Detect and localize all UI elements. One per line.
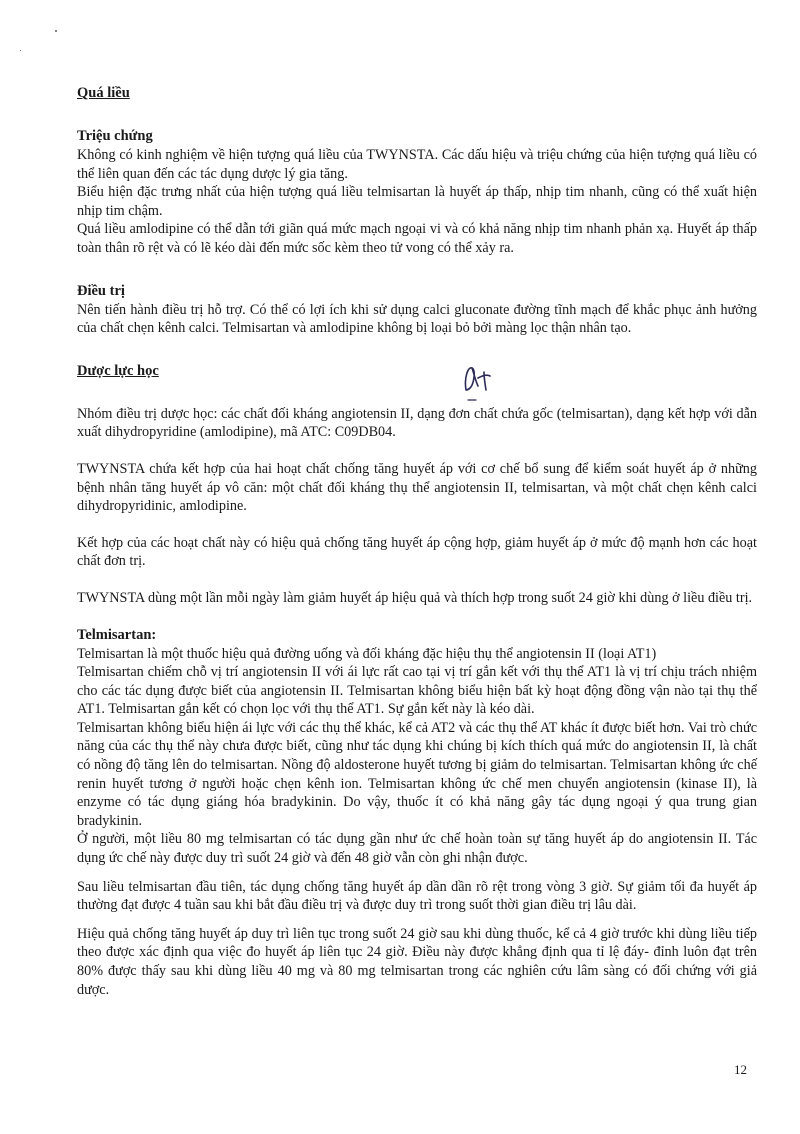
paragraph: Biểu hiện đặc trưng nhất của hiện tượng quá liều telmisartan là huyết áp thấp, nhịp tim nhanh, cũng có thể xuất hiện nhịp tim chậm. <box>77 184 757 219</box>
page-number: 12 <box>734 1062 747 1077</box>
paragraph: Không có kinh nghiệm về hiện tượng quá liều của TWYNSTA. Các dấu hiệu và triệu chứng của hiện tượng quá liều có thể liên quan đến các tác dụng dược lý gia tăng. <box>77 147 757 182</box>
scan-speck <box>20 50 21 51</box>
paragraph: Hiệu quả chống tăng huyết áp duy trì liên tục trong suốt 24 giờ sau khi dùng thuốc, kể cả 4 giờ trước khi dùng liều tiếp theo được xác định qua việc đo huyết áp liên tục 24 giờ. Điều này được khẳng định qua tỉ lệ đáy- đỉnh luôn đạt trên 80% được thấy sau khi dùng liều 40 mg và 80 mg telmisartan trong các nghiên cứu lâm sàng có đối chứng với giả dược. <box>77 925 757 998</box>
paragraph: Telmisartan không biểu hiện ái lực với các thụ thể khác, kể cả AT2 và các thụ thể AT khác ít được biết hơn. Vai trò chức năng của các thụ thể này chưa được biết, cũng như tác dụng khi chúng bị kích thích quá mức do angiotensin II, là chất có nồng độ tăng lên do telmisartan. Nồng độ aldosterone huyết tương bị giảm do telmisartan. Telmisartan không ức chế renin huyết tương ở người hoặc chẹn kênh ion. Telmisartan không ức chế men chuyển angiotensin (kinase II), là enzyme có tác dụng giáng hóa bradykinin. Do vậy, thuốc ít có khả năng gây tác dụng ngoại ý qua trung gian bradykinin. <box>77 719 757 829</box>
handwritten-initials-mark <box>460 360 508 404</box>
paragraph: Telmisartan chiếm chỗ vị trí angiotensin II với ái lực rất cao tại vị trí gắn kết với thụ thể AT1 là vị trí chịu trách nhiệm cho các tác dụng được biết của angiotensin II. Telmisartan không biểu hiện bất kỳ hoạt động đồng vận nào tại thụ thể AT1. Telmisartan gắn kết có chọn lọc với thụ thể AT1. Sự gắn kết này là kéo dài. <box>77 664 757 718</box>
subheading-treatment: Điều trị <box>77 282 125 299</box>
section-heading-pharmacodynamics: Dược lực học <box>77 362 159 379</box>
paragraph: TWYNSTA dùng một lần mỗi ngày làm giảm huyết áp hiệu quả và thích hợp trong suốt 24 giờ khi dùng ở liều điều trị. <box>77 589 753 606</box>
paragraph: TWYNSTA chứa kết hợp của hai hoạt chất chống tăng huyết áp với cơ chế bổ sung để kiểm soát huyết áp ở những bệnh nhân tăng huyết áp vô căn: một chất đối kháng thụ thể angiotensin II, telmisartan, và một chất chẹn kênh calci dihydropyridinic, amlodipine. <box>77 460 757 515</box>
paragraph: Ở người, một liều 80 mg telmisartan có tác dụng gần như ức chế hoàn toàn sự tăng huyết áp do angiotensin II. Tác dụng ức chế này được duy trì suốt 24 giờ và đến 48 giờ vẫn còn ghi nhận được. <box>77 831 757 867</box>
scan-speck <box>55 30 57 32</box>
paragraph: Nhóm điều trị dược học: các chất đối kháng angiotensin II, dạng đơn chất chứa gốc (telmisartan), dạng kết hợp với dẫn xuất dihydropyridine (amlodipine), mã ATC: C09DB04. <box>77 405 757 441</box>
paragraph: Kết hợp của các hoạt chất này có hiệu quả chống tăng huyết áp cộng hợp, giảm huyết áp ở mức độ mạnh hơn các hoạt chất đơn trị. <box>77 534 757 570</box>
section-heading-overdose: Quá liều <box>77 85 130 101</box>
paragraph: Quá liều amlodipine có thể dẫn tới giãn quá mức mạch ngoại vi và có khả năng nhịp tim nhanh phản xạ. Huyết áp thấp toàn thân rõ rệt và có lẽ kéo dài đến mức sốc kèm theo tử vong có thể xảy ra. <box>77 221 757 256</box>
paragraph: Nên tiến hành điều trị hỗ trợ. Có thể có lợi ích khi sử dụng calci gluconate đường tĩnh mạch để khắc phục ảnh hưởng của chất chẹn kênh calci. Telmisartan và amlodipine không bị loại bỏ bởi màng lọc thận nhân tạo. <box>77 301 757 337</box>
document-page <box>77 84 757 999</box>
subheading-telmisartan: Telmisartan: <box>77 626 157 643</box>
paragraph: Sau liều telmisartan đầu tiên, tác dụng chống tăng huyết áp dần dần rõ rệt trong vòng 3 giờ. Sự giảm tối đa huyết áp thường đạt được 4 tuần sau khi bắt đầu điều trị và được duy trì trong suốt thời gian điều trị lâu dài. <box>77 878 757 914</box>
subheading-symptoms: Triệu chứng <box>77 128 153 144</box>
paragraph: Telmisartan là một thuốc hiệu quả đường uống và đối kháng đặc hiệu thụ thể angiotensin II (loại AT1) <box>77 645 657 662</box>
